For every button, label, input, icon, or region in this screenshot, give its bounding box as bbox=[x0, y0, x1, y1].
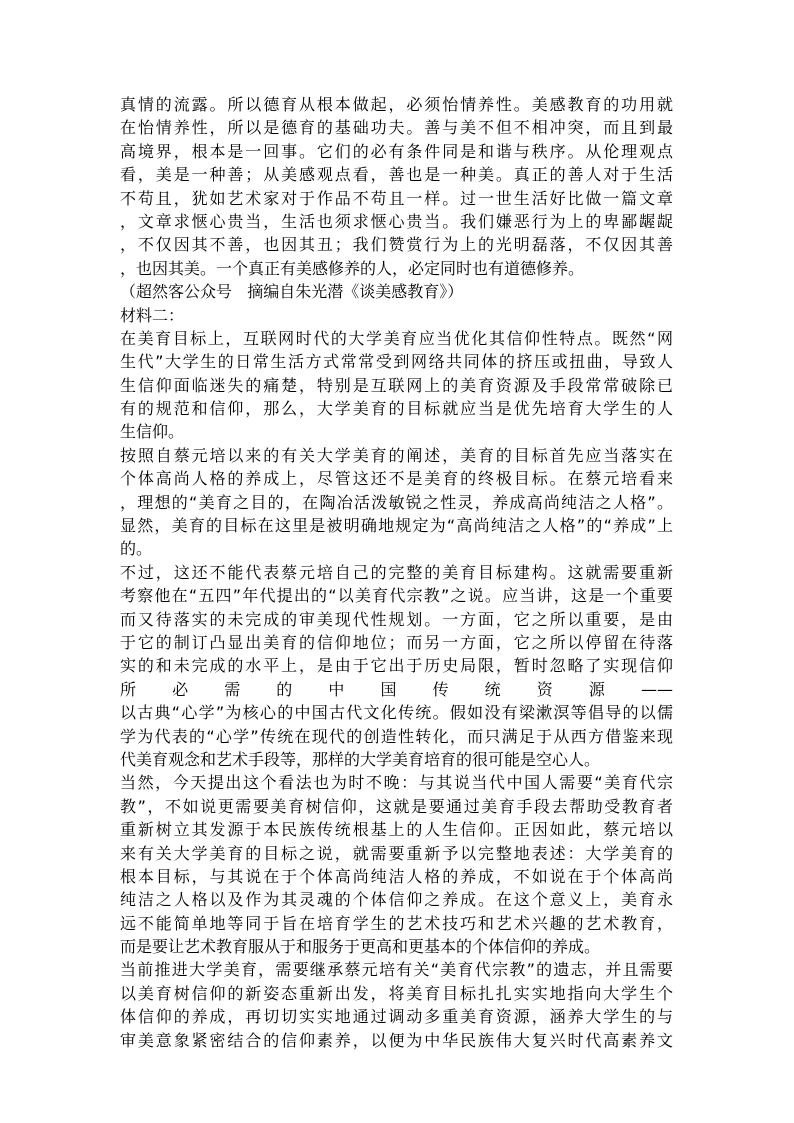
spread-word: 国 bbox=[380, 679, 397, 699]
spread-word: 统 bbox=[484, 679, 501, 699]
text-line: 高境界，根本是一回事。它们的必有条件同是和谐与秩序。从伦理观点 bbox=[120, 141, 673, 161]
text-line: 考察他在“五四”年代提出的“以美育代宗教”之说。应当讲，这是一个重要 bbox=[120, 586, 673, 606]
text-line: 体信仰的养成，再切切实实地通过调动多重美育资源，涵养大学生的与 bbox=[120, 1007, 673, 1027]
text-line: 学为代表的“心学”传统在现代的创造性转化，而只满足于从西方借鉴来现 bbox=[120, 726, 673, 746]
text-line: 以美育树信仰的新姿态重新出发，将美育目标扎扎实实地指向大学生个 bbox=[120, 983, 673, 1003]
paragraph-belief bbox=[120, 771, 673, 958]
text-line: 生信仰面临迷失的痛楚，特别是互联网上的美育资源及手段常常破除已 bbox=[120, 375, 673, 395]
source-note bbox=[120, 280, 673, 303]
paragraph-cai-yuanpei bbox=[120, 444, 673, 561]
text-line: 代美育观念和艺术手段等，那样的大学美育培育的很可能是空心人。 bbox=[120, 749, 601, 769]
text-line: 以古典“心学”为核心的中国古代文化传统。假如没有梁漱溟等倡导的以儒 bbox=[120, 703, 673, 723]
text-line: 而又待落实的未完成的审美现代性规划。一方面，它之所以重要，是由 bbox=[120, 609, 673, 629]
spread-word: 源 bbox=[588, 679, 605, 699]
document-page bbox=[120, 93, 673, 1052]
text-line: 生信仰。 bbox=[120, 422, 185, 442]
text-line: 远不能简单地等同于旨在培育学生的艺术技巧和艺术兴趣的艺术教育， bbox=[120, 913, 673, 933]
text-line: 显然，美育的目标在这里是被明确地规定为“高尚纯洁之人格”的“养成”上 bbox=[120, 516, 673, 536]
paragraph-current bbox=[120, 958, 673, 1052]
spread-word: 传 bbox=[432, 679, 449, 699]
text-line: 生代”大学生的日常生活方式常常受到网络共同体的挤压或扭曲，导致人 bbox=[120, 352, 673, 372]
text-line: 实的和未完成的水平上，是由于它出于历史局限，暂时忽略了实现信仰 bbox=[120, 656, 673, 676]
text-line: 有的规范和信仰，那么，大学美育的目标就应当是优先培育大学生的人 bbox=[120, 399, 673, 419]
spread-text-line bbox=[120, 678, 673, 701]
text-line: 重新树立其发源于本民族传统根基上的人生信仰。正因如此，蔡元培以 bbox=[120, 820, 673, 840]
text-line: 的。 bbox=[120, 539, 153, 559]
text-line: 纯洁之人格以及作为其灵魂的个体信仰之养成。在这个意义上，美育永 bbox=[120, 890, 673, 910]
spread-word: 的 bbox=[276, 679, 293, 699]
text-line: 根本目标，与其说在于个体高尚纯洁人格的养成，不如说在于个体高尚 bbox=[120, 866, 673, 886]
spread-word: 必 bbox=[172, 679, 189, 699]
spread-word: —— bbox=[640, 679, 673, 699]
spread-word: 所 bbox=[120, 679, 137, 699]
spread-word: 中 bbox=[328, 679, 345, 699]
text-line: 而是要让艺术教育服从于和服务于更高和更基本的个体信仰的养成。 bbox=[120, 937, 601, 957]
paragraph-goal bbox=[120, 327, 673, 444]
material-heading bbox=[120, 304, 673, 327]
text-line: ，不仅因其不善，也因其丑；我们赞赏行为上的光明磊落，不仅因其善 bbox=[120, 235, 673, 255]
text-line: 看，美是一种善；从美感观点看，善也是一种美。真正的善人对于生活 bbox=[120, 165, 673, 185]
text-line: 当前推进大学美育，需要继承蔡元培有关“美育代宗教”的遗志，并且需要 bbox=[120, 960, 673, 980]
text-line: 不过，这还不能代表蔡元培自己的完整的美育目标建构。这就需要重新 bbox=[120, 562, 673, 582]
text-line: 在怡情养性，所以是德育的基础功夫。善与美不但不相冲突，而且到最 bbox=[120, 118, 673, 138]
text-line: 来有关大学美育的目标之说，就需要重新予以完整地表述：大学美育的 bbox=[120, 843, 673, 863]
text-line: ，也因其美。一个真正有美感修养的人，必定同时也有道德修养。 bbox=[120, 258, 585, 278]
paragraph-excerpt-end bbox=[120, 93, 673, 280]
spread-word: 资 bbox=[536, 679, 553, 699]
text-line: 个体高尚人格的养成上，尽管这还不是美育的终极目标。在蔡元培看来 bbox=[120, 469, 673, 489]
text-line: 当然，今天提出这个看法也为时不晚：与其说当代中国人需要“美育代宗 bbox=[120, 773, 673, 793]
text-line: 在美育目标上，互联网时代的大学美育应当优化其信仰性特点。既然“网 bbox=[120, 328, 673, 348]
text-line: 按照自蔡元培以来的有关大学美育的阐述，美育的目标首先应当落实在 bbox=[120, 445, 673, 465]
text-line: 审美意象紧密结合的信仰素养，以便为中华民族伟大复兴时代高素养文 bbox=[120, 1030, 673, 1050]
text-line: 不苟且，犹如艺术家对于作品不苟且一样。过一世生活好比做一篇文章 bbox=[120, 188, 673, 208]
text-line: 真情的流露。所以德育从根本做起，必须怡情养性。美感教育的功用就 bbox=[120, 95, 673, 114]
paragraph-religion bbox=[120, 561, 673, 772]
text-line: ，文章求惬心贵当，生活也须求惬心贵当。我们嫌恶行为上的卑鄙龌龊 bbox=[120, 211, 673, 231]
text-line: （超然客公众号 摘编自朱光潜《谈美感教育》） bbox=[120, 282, 464, 302]
text-line: 材料二： bbox=[120, 305, 185, 325]
text-line: 教”，不如说更需要美育树信仰，这就是要通过美育手段去帮助受教育者 bbox=[120, 796, 673, 816]
text-line: 于它的制订凸显出美育的信仰地位；而另一方面，它之所以停留在待落 bbox=[120, 632, 673, 652]
spread-word: 需 bbox=[224, 679, 241, 699]
text-line: ，理想的“美育之目的，在陶冶活泼敏锐之性灵，养成高尚纯洁之人格”。 bbox=[120, 492, 673, 512]
